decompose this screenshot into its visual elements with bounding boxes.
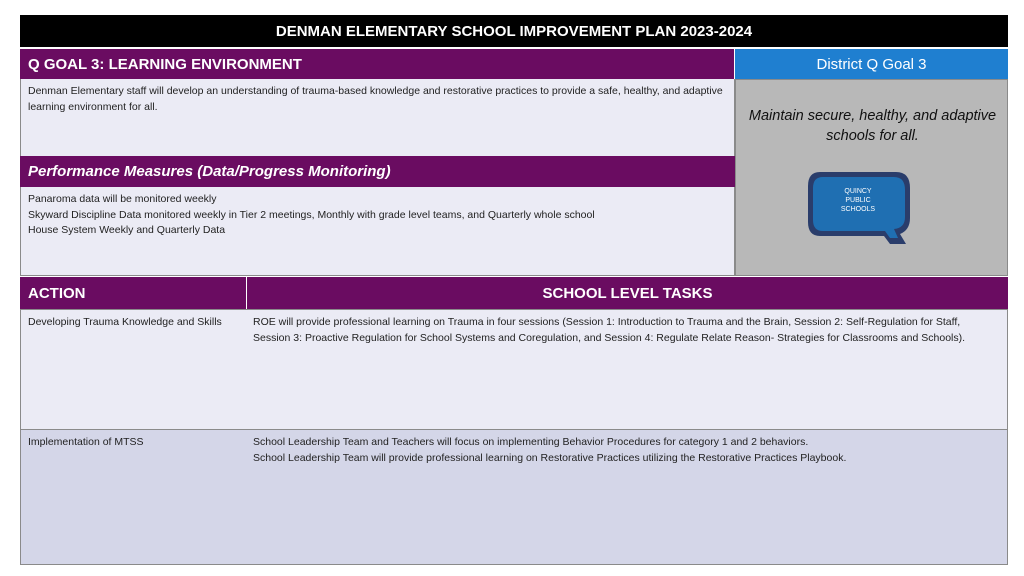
- quincy-public-schools-logo: [806, 166, 914, 248]
- performance-line: Panaroma data will be monitored weekly: [28, 193, 217, 205]
- district-goal-heading: District Q Goal 3: [735, 49, 1008, 79]
- action-cell: Developing Trauma Knowledge and Skills: [20, 309, 247, 430]
- action-cell: Implementation of MTSS: [20, 429, 247, 565]
- goal-heading: Q GOAL 3: LEARNING ENVIRONMENT: [20, 49, 734, 79]
- task-line: ROE will provide professional learning on Trauma in four sessions (Session 1: Introduction to Trauma and the Brain, Session 2: Self-Regulation for Staff, Session 3: Proactive Regulation for School Systems and Coregulation, and Session 4: Regulate Relate Reason- Strategies for Classrooms and Schools).: [253, 316, 966, 344]
- performance-line: House System Weekly and Quarterly Data: [28, 224, 226, 236]
- action-column-header: ACTION: [20, 277, 246, 309]
- tasks-cell: [246, 429, 1008, 565]
- task-line: School Leadership Team will provide professional learning on Restorative Practices utilizing the Restorative Practices Playbook.: [253, 451, 847, 464]
- performance-line: Skyward Discipline Data monitored weekly in Tier 2 meetings, Monthly with grade level teams, and Quarterly whole school: [28, 208, 595, 221]
- performance-measures-heading: Performance Measures (Data/Progress Monitoring): [20, 156, 735, 187]
- performance-measures-text: [20, 187, 735, 276]
- logo-line: QUINCY: [844, 188, 872, 195]
- page-title: DENMAN ELEMENTARY SCHOOL IMPROVEMENT PLAN 2023-2024: [20, 15, 1008, 47]
- tasks-cell: [246, 309, 1008, 430]
- tasks-column-header: SCHOOL LEVEL TASKS: [247, 277, 1008, 309]
- logo-line: PUBLIC: [845, 197, 871, 204]
- logo-line: SCHOOLS: [840, 206, 876, 213]
- goal-description: Denman Elementary staff will develop an understanding of trauma-based knowledge and restorative practices to provide a safe, healthy, and adaptive learning environment for all.: [20, 79, 735, 156]
- district-goal-panel: [735, 79, 1008, 276]
- task-line: School Leadership Team and Teachers will focus on implementing Behavior Procedures for category 1 and 2 behaviors.: [253, 436, 809, 448]
- district-goal-text: Maintain secure, healthy, and adaptive schools for all.: [748, 108, 997, 144]
